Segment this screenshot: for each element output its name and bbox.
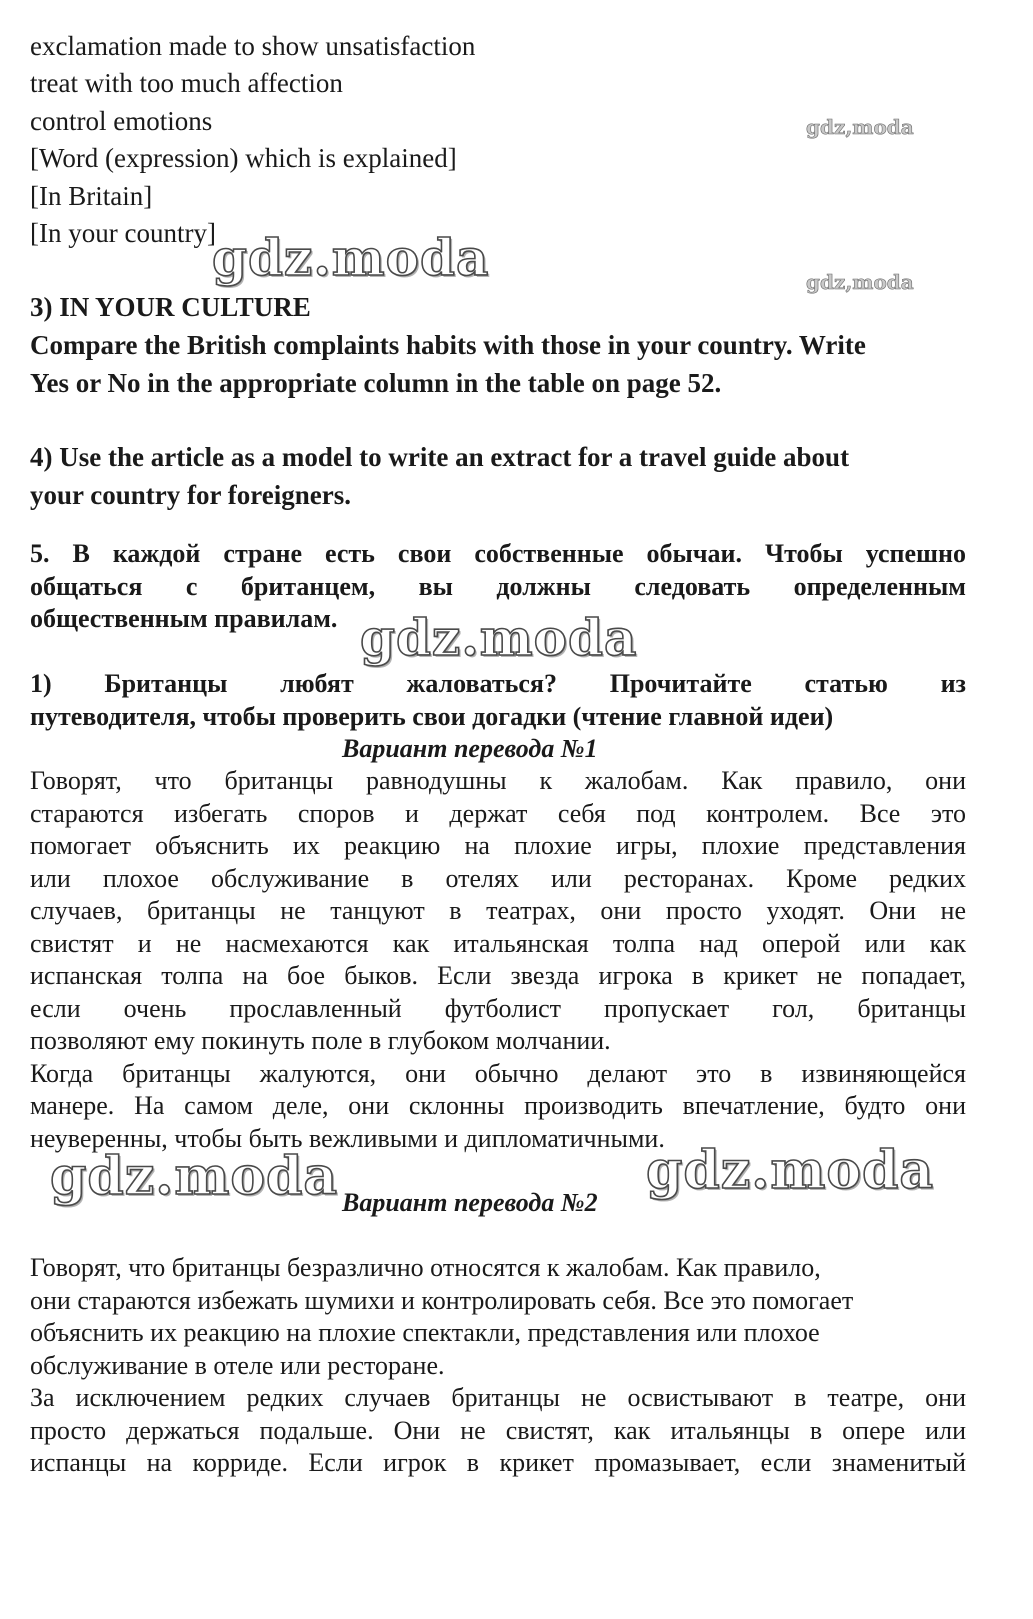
- task-line: общаться с британцем, вы должны следовать определенным: [30, 572, 966, 601]
- paragraph-line: обслуживание в отеле или ресторане.: [30, 1351, 445, 1380]
- paragraph-line: стараются избегать споров и держат себя под контролем. Все это: [30, 799, 966, 828]
- paragraph-line: неуверенны, чтобы быть вежливыми и дипломатичными.: [30, 1124, 665, 1153]
- variant-title: Вариант перевода №2: [342, 1188, 598, 1217]
- paragraph-line: Когда британцы жалуются, они обычно делают это в извиняющейся: [30, 1059, 966, 1088]
- paragraph-line: случаев, британцы не танцуют в театрах, они просто уходят. Они не: [30, 896, 966, 925]
- task-line: 1) Британцы любят жаловаться? Прочитайте статью из: [30, 669, 966, 698]
- paragraph-line: если очень прославленный футболист пропускает гол, британцы: [30, 994, 966, 1023]
- paragraph-line: объяснить их реакцию на плохие спектакли, представления или плохое: [30, 1318, 820, 1347]
- paragraph-line: манере. На самом деле, они склонны производить впечатление, будто они: [30, 1091, 966, 1120]
- task-line: путеводителя, чтобы проверить свои догадки (чтение главной идеи): [30, 702, 834, 731]
- text-line: control emotions: [30, 106, 213, 136]
- paragraph-line: За исключением редких случаев британцы не освистывают в театре, они: [30, 1383, 966, 1412]
- watermark: gdz.moda: [646, 1140, 935, 1201]
- watermark-small: gdz,moda: [806, 270, 914, 294]
- paragraph-line: они стараются избежать шумихи и контролировать себя. Все это помогает: [30, 1286, 854, 1315]
- task-line: 5. В каждой стране есть свои собственные обычаи. Чтобы успешно: [30, 539, 966, 568]
- watermark: gdz.moda: [212, 228, 490, 287]
- text-line: [Word (expression) which is explained]: [30, 143, 457, 173]
- instruction-line: Yes or No in the appropriate column in the table on page 52.: [30, 368, 722, 398]
- watermark: gdz.moda: [360, 608, 638, 667]
- section-heading: 3) IN YOUR CULTURE: [30, 292, 311, 322]
- watermark: gdz.moda: [50, 1146, 339, 1207]
- text-line: treat with too much affection: [30, 68, 343, 98]
- paragraph-line: испанцы на корриде. Если игрок в крикет промазывает, если знаменитый: [30, 1448, 966, 1477]
- instruction-line: your country for foreigners.: [30, 480, 351, 510]
- text-line: [In Britain]: [30, 181, 153, 211]
- paragraph-line: Говорят, что британцы безразлично относятся к жалобам. Как правило,: [30, 1253, 821, 1282]
- watermark-small: gdz,moda: [806, 115, 914, 139]
- text-line: [In your country]: [30, 218, 216, 248]
- text-line: exclamation made to show unsatisfaction: [30, 31, 476, 61]
- paragraph-line: позволяют ему покинуть поле в глубоком молчании.: [30, 1026, 611, 1055]
- paragraph-line: просто держаться подальше. Они не свистят, как итальянцы в опере или: [30, 1416, 966, 1445]
- paragraph-line: или плохое обслуживание в отелях или ресторанах. Кроме редких: [30, 864, 966, 893]
- paragraph-line: помогает объяснить их реакцию на плохие игры, плохие представления: [30, 831, 966, 860]
- paragraph-line: испанская толпа на бое быков. Если звезда игрока в крикет не попадает,: [30, 961, 966, 990]
- instruction-line: Compare the British complaints habits with those in your country. Write: [30, 330, 866, 360]
- variant-title: Вариант перевода №1: [342, 734, 598, 763]
- paragraph-line: Говорят, что британцы равнодушны к жалобам. Как правило, они: [30, 766, 966, 795]
- task-line: общественным правилам.: [30, 604, 338, 633]
- paragraph-line: свистят и не насмехаются как итальянская толпа над оперой или как: [30, 929, 966, 958]
- instruction-line: 4) Use the article as a model to write an extract for a travel guide about: [30, 442, 850, 472]
